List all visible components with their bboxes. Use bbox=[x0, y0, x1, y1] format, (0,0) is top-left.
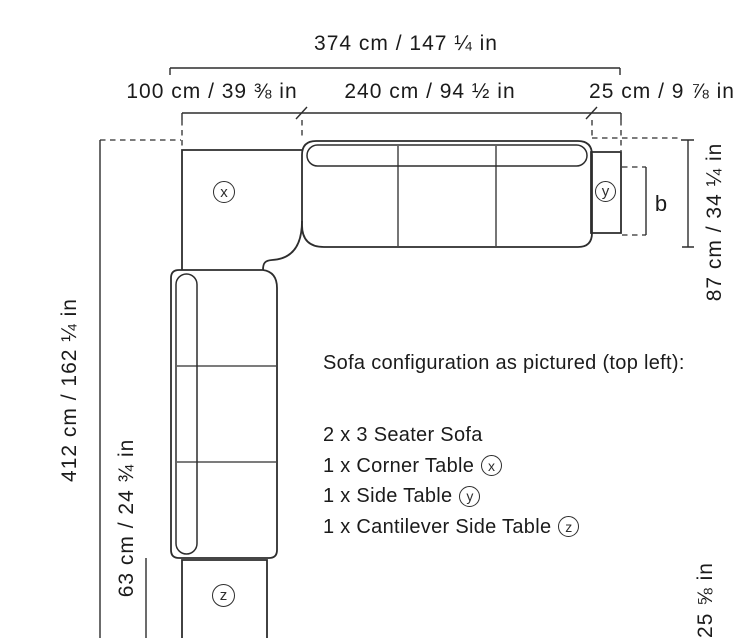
three-seater-left-outline bbox=[171, 270, 277, 558]
backrest-left bbox=[176, 274, 197, 554]
list-item-label: 1 x Corner Table bbox=[323, 454, 475, 477]
list-item-label: 1 x Cantilever Side Table bbox=[323, 515, 552, 538]
configuration-list bbox=[323, 420, 579, 542]
configuration-heading: Sofa configuration as pictured (top left): bbox=[323, 352, 685, 374]
corner-table-list-marker: x bbox=[481, 455, 502, 476]
dashed-guides bbox=[100, 120, 681, 235]
corner-table-outline bbox=[182, 150, 302, 270]
cantilever-table-list-marker: z bbox=[558, 516, 579, 537]
corner-width-label: 100 cm / 39 ⅜ in bbox=[126, 80, 298, 103]
three-seater-top-outline bbox=[302, 141, 592, 247]
total-depth-label: 412 cm / 162 ¼ in bbox=[58, 298, 81, 482]
sofa-depth-label: 87 cm / 34 ¼ in bbox=[703, 142, 726, 302]
list-item bbox=[323, 420, 579, 451]
list-item-label: 1 x Side Table bbox=[323, 485, 453, 507]
sofa-width-label: 240 cm / 94 ½ in bbox=[344, 80, 516, 103]
side-table-list-marker: y bbox=[459, 486, 480, 507]
list-item bbox=[323, 512, 579, 543]
b-dimension-label: b bbox=[654, 191, 668, 216]
sofa-outlines bbox=[171, 141, 621, 638]
list-item bbox=[323, 451, 579, 482]
side-table-width-label: 25 cm / 9 ⅞ in bbox=[589, 80, 735, 103]
list-item-label: 2 x 3 Seater Sofa bbox=[323, 424, 483, 446]
cantilever-table-marker: z bbox=[212, 584, 235, 607]
corner-table-marker: x bbox=[213, 181, 235, 203]
cantilever-depth-label: 63 cm / 24 ¾ in bbox=[115, 438, 138, 598]
total-width-label: 374 cm / 147 ¼ in bbox=[314, 32, 498, 55]
side-table-marker: y bbox=[595, 181, 616, 202]
list-item bbox=[323, 481, 579, 512]
corner-junction-curve bbox=[263, 221, 302, 270]
bottom-right-depth-label: 25 ⅝ in bbox=[694, 562, 717, 638]
backrest-top bbox=[307, 145, 587, 166]
